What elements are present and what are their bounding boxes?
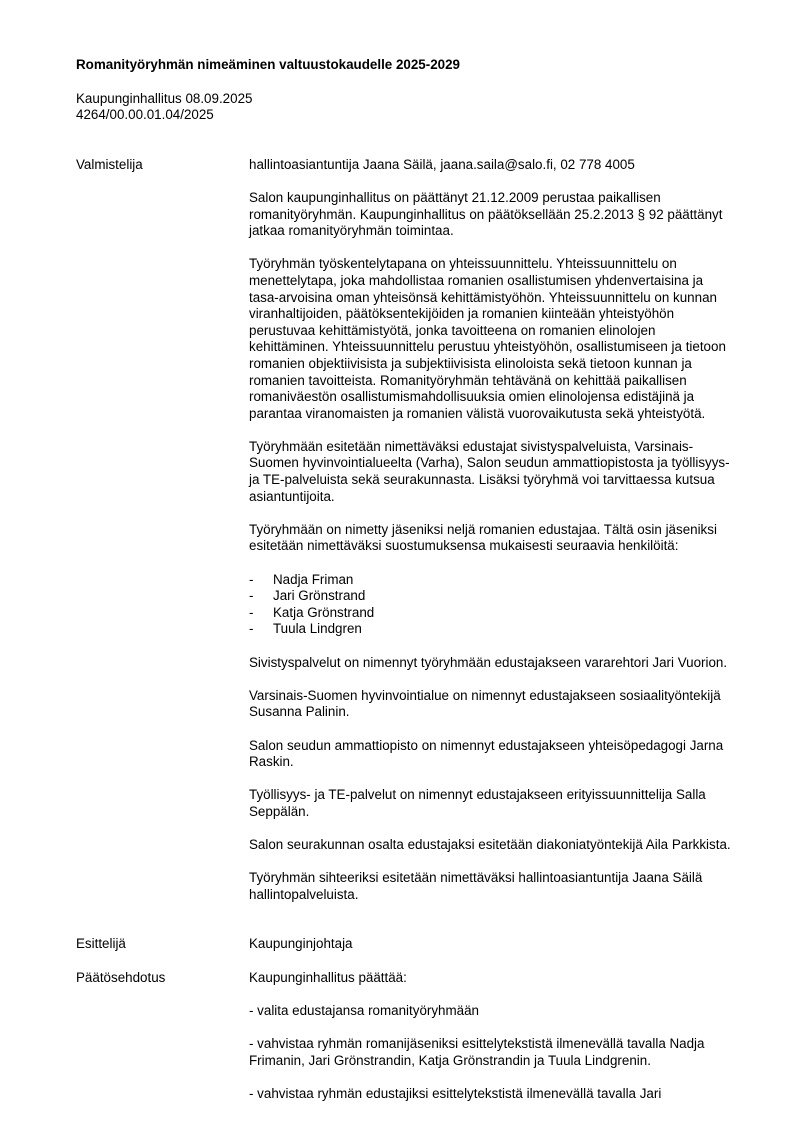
rep-line: Varsinais-Suomen hyvinvointialue on nimennyt edustajakseen sosiaalityöntekijä Susanna Palinin. — [249, 687, 721, 720]
proposal-item: - vahvistaa ryhmän romanijäseniksi esittelytekstistä ilmenevällä tavalla Nadja Frimanin, Jari Grönstrandin, Katja Grönstrandin ja Tuula Lindgrenin. — [249, 1036, 705, 1068]
rep-line: Sivistyspalvelut on nimennyt työryhmään edustajakseen vararehtori Jari Vuorion. — [249, 654, 728, 670]
preparer-info: hallintoasiantuntija Jaana Säilä, jaana.saila@salo.fi, 02 778 4005 — [249, 156, 635, 172]
list-dash: - — [249, 621, 254, 637]
section-content-paatosehdotus — [249, 970, 736, 1119]
proposal-intro: Kaupunginhallitus päättää: — [249, 969, 407, 985]
section-paatosehdotus — [76, 970, 736, 1119]
list-dash: - — [249, 604, 254, 620]
paragraph-secretary: Työryhmän sihteeriksi esitetään nimettäväksi hallintoasiantuntija Jaana Säilä hallintopalveluista. — [249, 870, 703, 902]
paragraph-representatives: Työryhmään esitetään nimettäväksi edustajat sivistyspalveluista, Varsinais-Suomen hyvinvointialueelta (Varha), Salon seudun ammattiopistosta ja työllisyys- ja TE-palveluista sekä seurakunnasta. Lisäksi työryhmä voi tarvittaessa kutsua asiantuntijoita. — [249, 438, 730, 504]
rep-line: Työllisyys- ja TE-palvelut on nimennyt edustajakseen erityissuunnittelija Salla Seppälän. — [249, 787, 706, 819]
paragraph-members-intro: Työryhmään on nimetty jäseniksi neljä romanien edustajaa. Tältä osin jäseniksi esitetään nimettäväksi suostumuksensa mukaisesti seuraavia henkilöitä: — [249, 521, 717, 554]
section-esittelija — [76, 936, 736, 953]
member-name: Katja Grönstrand — [273, 604, 375, 620]
members-list — [249, 572, 736, 638]
member-name: Jari Grönstrand — [273, 588, 366, 604]
paragraph-background: Salon kaupunginhallitus on päättänyt 21.12.2009 perustaa paikallisen romanityöryhmän. Kaupunginhallitus on päätöksellään 25.2.2013 § 92 päättänyt jatkaa romanityöryhmän toimintaa. — [249, 189, 723, 239]
record-id: 4264/00.00.01.04/2025 — [76, 107, 214, 123]
list-item — [249, 621, 736, 638]
section-label-esittelija: Esittelijä — [76, 936, 126, 952]
list-item — [249, 572, 736, 589]
representatives-block — [249, 655, 736, 854]
section-content-valmistelija — [249, 157, 736, 920]
list-dash: - — [249, 571, 254, 587]
rep-line: Salon seudun ammattiopisto on nimennyt edustajakseen yhteisöpedagogi Jarna Raskin. — [249, 737, 724, 770]
section-label-paatosehdotus: Päätösehdotus — [76, 969, 166, 985]
presenter-value: Kaupunginjohtaja — [249, 936, 353, 952]
section-label-valmistelija: Valmistelija — [76, 156, 143, 172]
section-valmistelija — [76, 157, 736, 920]
document-title: Romanityöryhmän nimeäminen valtuustokaudelle 2025-2029 — [76, 57, 461, 72]
proposal-item: - vahvistaa ryhmän edustajiksi esittelytekstistä ilmenevällä tavalla Jari — [249, 1085, 662, 1101]
list-item — [249, 588, 736, 605]
list-item — [249, 605, 736, 622]
proposal-item: - valita edustajansa romanityöryhmään — [249, 1002, 479, 1018]
member-name: Tuula Lindgren — [273, 621, 362, 637]
document-page — [76, 57, 736, 1119]
document-meta — [76, 91, 736, 124]
list-dash: - — [249, 588, 254, 604]
rep-line: Salon seurakunnan osalta edustajaksi esitetään diakoniatyöntekijä Aila Parkkista. — [249, 837, 731, 853]
member-name: Nadja Friman — [273, 571, 354, 587]
paragraph-working-method: Työryhmän työskentelytapana on yhteissuunnittelu. Yhteissuunnittelu on menettelytapa, joka mahdollistaa romanien osallistumisen yhdenvertaisina ja tasa-arvoisina oman yhteisönsä kehittämistyöhön. Yhteissuunnittelu on kunnan viranhaltijoiden, päätöksentekijöiden ja romanien kiinteään yhteistyöhön perustuvaa kehittämistyötä, jonka tavoitteena on romanien elinolojen kehittäminen. Yhteissuunnittelu perustuu yhteistyöhön, osallistumiseen ja tietoon romanien objektiivisista ja subjektiivisista elinoloista sekä tietoon kunnan ja romanien tavoitteista. Romanityöryhmän tehtävänä on kehittää paikallisen romaniväestön osallistumismahdollisuuksia omien elinolojensa edistäjinä ja parantaa viranomaisten ja romanien välistä vuorovaikutusta sekä yhteistyötä. — [249, 256, 726, 421]
meeting-info: Kaupunginhallitus 08.09.2025 — [76, 90, 253, 106]
